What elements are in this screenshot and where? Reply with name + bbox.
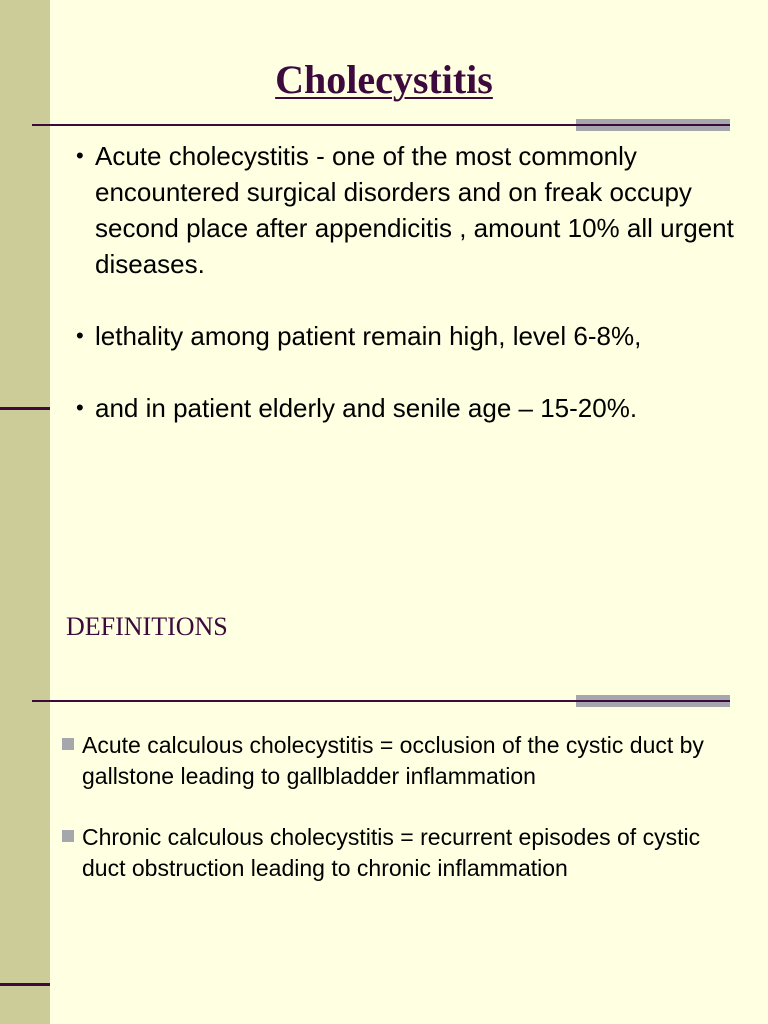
bullet-dot-icon: • [76, 323, 84, 348]
list-item: • and in patient elderly and senile age – 15-20%. [76, 390, 756, 426]
bullet-dot-icon: • [76, 143, 84, 168]
list-item: Acute calculous cholecystitis = occlusion of the cystic duct by gallstone leading to gallbladder inflammation [62, 730, 722, 792]
list-item: • lethality among patient remain high, level 6-8%, [76, 318, 756, 354]
bullet-list [76, 138, 756, 426]
title-rule-accent [576, 695, 730, 709]
square-bullet-icon [62, 738, 74, 750]
list-item: Chronic calculous cholecystitis = recurrent episodes of cystic duct obstruction leading to chronic inflammation [62, 822, 722, 884]
list-item: • Acute cholecystitis - one of the most commonly encountered surgical disorders and on freak occupy second place after appendicitis , amount 10% all urgent diseases. [76, 138, 756, 282]
bullet-dot-icon: • [76, 395, 84, 420]
sidebar-tick [0, 983, 50, 986]
title-rule-accent [576, 119, 730, 133]
sidebar-tick [0, 407, 50, 410]
definition-list [62, 730, 722, 884]
slide-title: Cholecystitis [275, 57, 493, 102]
sidebar-bar [0, 576, 50, 1024]
section-title: DEFINITIONS [66, 612, 228, 641]
square-bullet-icon [62, 830, 74, 842]
